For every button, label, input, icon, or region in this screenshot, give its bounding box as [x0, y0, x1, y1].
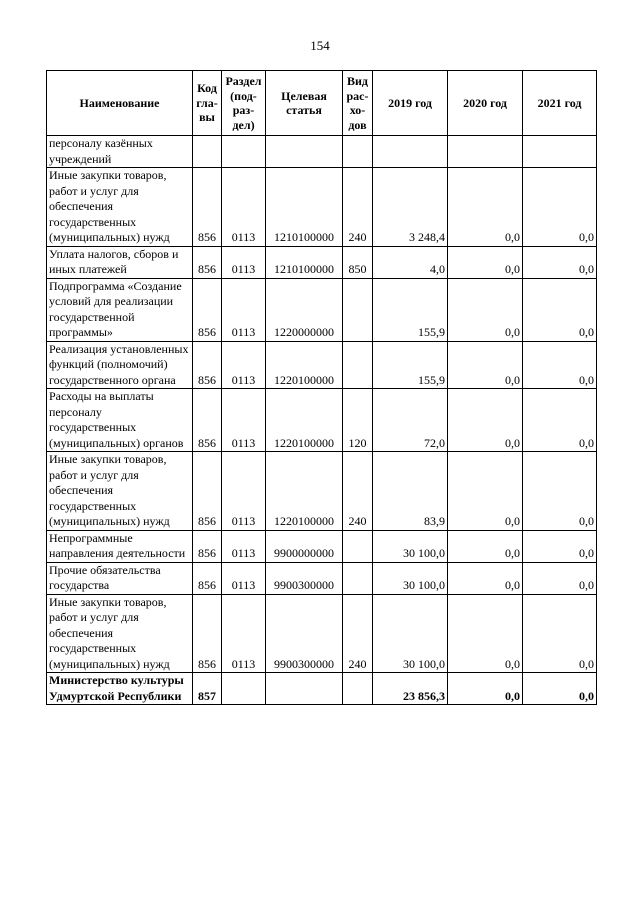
row-2020: 0,0 — [448, 246, 523, 278]
header-article: Целевая статья — [266, 71, 343, 136]
row-name: Иные закупки товаров, работ и услуг для обеспечения государственных (муниципальных) нужд — [47, 168, 193, 247]
row-section: 0113 — [222, 341, 266, 389]
header-section: Раздел (под- раз- дел) — [222, 71, 266, 136]
row-kind: 240 — [343, 594, 373, 673]
header-name: Наименование — [47, 71, 193, 136]
row-kind — [343, 341, 373, 389]
row-code: 856 — [193, 562, 222, 594]
row-kind — [343, 562, 373, 594]
row-section: 0113 — [222, 168, 266, 247]
row-2020: 0,0 — [448, 389, 523, 452]
row-kind — [343, 530, 373, 562]
row-name: Расходы на выплаты персоналу государственных (муниципальных) органов — [47, 389, 193, 452]
row-code — [193, 136, 222, 168]
row-article: 9900300000 — [266, 562, 343, 594]
row-kind: 240 — [343, 452, 373, 531]
row-article: 1220000000 — [266, 278, 343, 341]
row-article: 1220100000 — [266, 452, 343, 531]
row-2021: 0,0 — [523, 594, 597, 673]
row-article: 1220100000 — [266, 341, 343, 389]
row-2021: 0,0 — [523, 673, 597, 705]
row-code: 856 — [193, 278, 222, 341]
row-article: 1220100000 — [266, 389, 343, 452]
page-number: 154 — [310, 38, 330, 53]
row-article: 1210100000 — [266, 246, 343, 278]
row-2019: 72,0 — [373, 389, 448, 452]
row-2019 — [373, 136, 448, 168]
row-code: 856 — [193, 246, 222, 278]
table-row — [47, 530, 597, 562]
table-row — [47, 452, 597, 531]
row-2020: 0,0 — [448, 594, 523, 673]
table-row — [47, 389, 597, 452]
row-2020: 0,0 — [448, 530, 523, 562]
row-code: 856 — [193, 452, 222, 531]
row-2020: 0,0 — [448, 452, 523, 531]
row-kind: 120 — [343, 389, 373, 452]
row-name: Уплата налогов, сборов и иных платежей — [47, 246, 193, 278]
row-article — [266, 673, 343, 705]
table-row-total — [47, 673, 597, 705]
budget-table — [46, 70, 597, 705]
header-2019: 2019 год — [373, 71, 448, 136]
table-row — [47, 168, 597, 247]
row-2020: 0,0 — [448, 673, 523, 705]
row-code: 856 — [193, 168, 222, 247]
row-2020: 0,0 — [448, 341, 523, 389]
row-2019: 3 248,4 — [373, 168, 448, 247]
row-2020: 0,0 — [448, 168, 523, 247]
row-2021: 0,0 — [523, 168, 597, 247]
header-2021: 2021 год — [523, 71, 597, 136]
row-name: Министерство культуры Удмуртской Республики — [47, 673, 193, 705]
row-name: Прочие обязательства государства — [47, 562, 193, 594]
table-header-row — [47, 71, 597, 136]
row-2021: 0,0 — [523, 562, 597, 594]
row-code: 856 — [193, 594, 222, 673]
row-section: 0113 — [222, 594, 266, 673]
row-2021: 0,0 — [523, 452, 597, 531]
table-row — [47, 278, 597, 341]
row-name: персоналу казённых учреждений — [47, 136, 193, 168]
row-article: 1210100000 — [266, 168, 343, 247]
row-section — [222, 136, 266, 168]
row-2019: 30 100,0 — [373, 530, 448, 562]
row-name: Иные закупки товаров, работ и услуг для обеспечения государственных (муниципальных) нужд — [47, 594, 193, 673]
row-name: Непрограммные направления деятельности — [47, 530, 193, 562]
row-2021: 0,0 — [523, 278, 597, 341]
row-section: 0113 — [222, 562, 266, 594]
row-name: Реализация установленных функций (полномочий) государственного органа — [47, 341, 193, 389]
row-2019: 155,9 — [373, 278, 448, 341]
row-2021: 0,0 — [523, 530, 597, 562]
row-section — [222, 673, 266, 705]
row-kind — [343, 136, 373, 168]
header-code: Код гла- вы — [193, 71, 222, 136]
table-row — [47, 562, 597, 594]
row-kind: 240 — [343, 168, 373, 247]
row-article: 9900000000 — [266, 530, 343, 562]
header-kind: Вид рас- хо- дов — [343, 71, 373, 136]
row-kind — [343, 278, 373, 341]
row-section: 0113 — [222, 530, 266, 562]
header-2020: 2020 год — [448, 71, 523, 136]
row-article — [266, 136, 343, 168]
row-kind: 850 — [343, 246, 373, 278]
row-2021: 0,0 — [523, 246, 597, 278]
row-2021: 0,0 — [523, 389, 597, 452]
row-2019: 30 100,0 — [373, 562, 448, 594]
row-code: 856 — [193, 530, 222, 562]
row-2019: 155,9 — [373, 341, 448, 389]
row-section: 0113 — [222, 389, 266, 452]
row-2020: 0,0 — [448, 278, 523, 341]
row-2019: 23 856,3 — [373, 673, 448, 705]
row-2019: 4,0 — [373, 246, 448, 278]
row-2021 — [523, 136, 597, 168]
row-2019: 30 100,0 — [373, 594, 448, 673]
row-code: 856 — [193, 341, 222, 389]
row-kind — [343, 673, 373, 705]
row-article: 9900300000 — [266, 594, 343, 673]
table-row — [47, 594, 597, 673]
row-section: 0113 — [222, 452, 266, 531]
table-row — [47, 341, 597, 389]
row-2020: 0,0 — [448, 562, 523, 594]
row-2019: 83,9 — [373, 452, 448, 531]
row-name: Иные закупки товаров, работ и услуг для обеспечения государственных (муниципальных) нужд — [47, 452, 193, 531]
row-code: 856 — [193, 389, 222, 452]
row-section: 0113 — [222, 278, 266, 341]
row-2021: 0,0 — [523, 341, 597, 389]
table-row — [47, 246, 597, 278]
row-name: Подпрограмма «Создание условий для реализации государственной программы» — [47, 278, 193, 341]
row-code: 857 — [193, 673, 222, 705]
table-row — [47, 136, 597, 168]
row-section: 0113 — [222, 246, 266, 278]
row-2020 — [448, 136, 523, 168]
